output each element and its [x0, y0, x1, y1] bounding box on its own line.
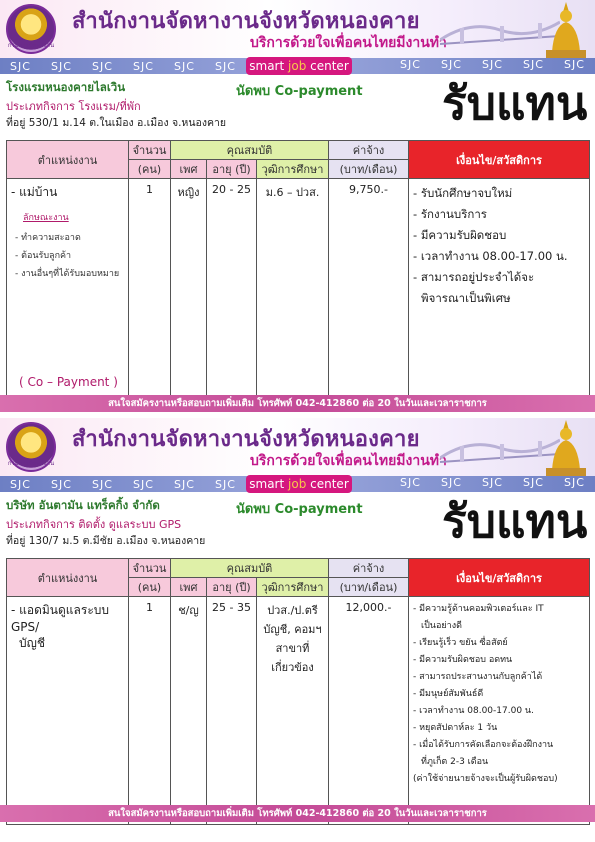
header-benefits: เงื่อนไข/สวัสดิการ	[409, 559, 590, 597]
company-name: บริษัท อันตามัน แทร็คกิ้ง จำกัด	[6, 498, 160, 512]
sjc-label: SJC	[400, 58, 421, 71]
education-line: เกี่ยวข้อง	[271, 661, 314, 674]
sjc-strip-right	[390, 476, 595, 492]
logo-caption: กรมการจัดหางาน	[7, 42, 55, 49]
salary-cell: 9,750.-	[329, 179, 409, 399]
smart-job-center-badge	[246, 475, 352, 493]
office-title: สำนักงานจัดหางานจังหวัดหนองคาย	[72, 427, 420, 452]
sjc-strip	[0, 476, 595, 492]
job-text: job	[288, 59, 307, 73]
sjc-label: SJC	[564, 58, 585, 71]
sjc-label: SJC	[482, 58, 503, 71]
duty-item: - ทำความสะอาด	[15, 233, 81, 243]
benefit-item: - เวลาทำงาน 08.00-17.00 น.	[413, 706, 534, 716]
education-cell	[257, 597, 329, 825]
header-qualifications: คุณสมบัติ	[171, 559, 329, 578]
header-education: วุฒิการศึกษา	[257, 578, 329, 597]
sjc-label: SJC	[441, 476, 462, 489]
education-cell: ม.6 – ปวส.	[257, 179, 329, 399]
header-salary-1: ค่าจ้าง	[329, 141, 409, 160]
header-benefits: เงื่อนไข/สวัสดิการ	[409, 141, 590, 179]
header-count-2: (คน)	[129, 160, 171, 179]
header-count-2: (คน)	[129, 578, 171, 597]
office-slogan: บริการด้วยใจเพื่อคนไทยมีงานทำ	[250, 35, 447, 51]
benefit-item: - เรียนรู้เร็ว ขยัน ซื่อสัตย์	[413, 638, 508, 648]
benefit-item: ที่ภูเก็ต 2-3 เดือน	[421, 757, 489, 767]
benefits-cell	[409, 597, 590, 825]
salary-cell: 12,000.-	[329, 597, 409, 825]
company-address: ที่อยู่ 530/1 ม.14 ต.ในเมือง อ.เมือง จ.หนองคาย	[6, 117, 227, 129]
sjc-label: SJC	[215, 59, 236, 73]
contact-footer: สนใจสมัครงานหรือสอบถามเพิ่มเติม โทรศัพท์ 042-412860 ต่อ 20 ในวันและเวลาราชการ	[0, 805, 595, 822]
benefit-item: (ค่าใช้จ่ายนายจ้างจะเป็นผู้รับผิดชอบ)	[413, 774, 558, 784]
header-position: ตำแหน่งงาน	[7, 559, 129, 597]
contact-footer: สนใจสมัครงานหรือสอบถามเพิ่มเติม โทรศัพท์ 042-412860 ต่อ 20 ในวันและเวลาราชการ	[0, 395, 595, 412]
sjc-strip	[0, 58, 595, 74]
smart-job-center-badge	[246, 57, 352, 75]
sex-cell: หญิง	[171, 179, 207, 399]
benefits-cell	[409, 179, 590, 399]
header-count-1: จำนวน	[129, 141, 171, 160]
smart-text: smart	[249, 59, 285, 73]
benefit-item: เป็นอย่างดี	[421, 621, 462, 631]
sjc-label: SJC	[482, 476, 503, 489]
sjc-label: SJC	[51, 477, 72, 491]
benefit-item: - มีความรู้ด้านคอมพิวเตอร์และ IT	[413, 604, 544, 614]
benefit-item: - มีความรับผิดชอบ	[413, 228, 507, 242]
sjc-label: SJC	[133, 477, 154, 491]
sjc-label: SJC	[51, 59, 72, 73]
sjc-label: SJC	[10, 59, 31, 73]
benefit-item: - สามารถประสานงานกับลูกค้าได้	[413, 672, 543, 682]
sjc-label: SJC	[400, 476, 421, 489]
substitute-label: รับแทน	[442, 494, 588, 548]
substitute-label: รับแทน	[442, 76, 588, 130]
sjc-label: SJC	[564, 476, 585, 489]
education-line: บัญชี, คอมฯ	[263, 623, 322, 636]
sjc-label: SJC	[133, 59, 154, 73]
header-count-1: จำนวน	[129, 559, 171, 578]
copay-label: นัดพบ Co-payment	[236, 502, 363, 517]
company-address: ที่อยู่ 130/7 ม.5 ต.มีชัย อ.เมือง จ.หนองคาย	[6, 535, 206, 547]
header-age: อายุ (ปี)	[207, 160, 257, 179]
age-cell: 25 - 35	[207, 597, 257, 825]
header-salary-2: (บาท/เดือน)	[329, 160, 409, 179]
duty-item: - ต้อนรับลูกค้า	[15, 251, 72, 261]
position-cell	[7, 179, 129, 399]
benefit-item: - รักงานบริการ	[413, 207, 487, 221]
sjc-label: SJC	[441, 58, 462, 71]
sjc-label: SJC	[523, 476, 544, 489]
education-line: สาขาที่	[275, 642, 310, 655]
logo-caption: กรมการจัดหางาน	[7, 460, 55, 467]
sjc-label: SJC	[174, 59, 195, 73]
benefit-item: - มีมนุษย์สัมพันธ์ดี	[413, 689, 484, 699]
header-banner	[0, 0, 595, 58]
buddha-statue-icon	[540, 418, 592, 476]
header-salary-2: (บาท/เดือน)	[329, 578, 409, 597]
buddha-statue-icon	[540, 0, 592, 58]
table-row	[7, 597, 590, 825]
job-table	[6, 140, 590, 399]
sjc-strip-right	[390, 58, 595, 74]
smart-text: smart	[249, 477, 285, 491]
benefit-item: - เวลาทำงาน 08.00-17.00 น.	[413, 249, 568, 263]
benefit-item: - หยุดสัปดาห์ละ 1 วัน	[413, 723, 498, 733]
header-banner	[0, 418, 595, 476]
age-cell: 20 - 25	[207, 179, 257, 399]
sjc-label: SJC	[92, 477, 113, 491]
table-row	[7, 179, 590, 399]
office-title: สำนักงานจัดหางานจังหวัดหนองคาย	[72, 9, 420, 34]
header-qualifications: คุณสมบัติ	[171, 141, 329, 160]
position-cell	[7, 597, 129, 825]
sex-cell: ช/ญ	[171, 597, 207, 825]
sjc-label: SJC	[523, 58, 544, 71]
header-education: วุฒิการศึกษา	[257, 160, 329, 179]
benefit-item: - รับนักศึกษาจบใหม่	[413, 186, 513, 200]
center-text: center	[310, 59, 349, 73]
header-sex: เพศ	[171, 160, 207, 179]
benefit-item: - เมื่อได้รับการคัดเลือกจะต้องฝึกงาน	[413, 740, 554, 750]
duty-item: - งานอื่นๆที่ได้รับมอบหมาย	[15, 269, 120, 279]
benefit-item: พิจารณาเป็นพิเศษ	[421, 291, 511, 305]
education-line: ปวส./ป.ตรี	[267, 604, 318, 617]
office-slogan: บริการด้วยใจเพื่อคนไทยมีงานทำ	[250, 453, 447, 469]
header-age: อายุ (ปี)	[207, 578, 257, 597]
job-poster-2	[0, 418, 595, 842]
job-poster-1	[0, 0, 595, 418]
header-salary-1: ค่าจ้าง	[329, 559, 409, 578]
center-text: center	[310, 477, 349, 491]
job-table	[6, 558, 590, 825]
position-title: - แอดมินดูแลระบบ GPS/	[11, 603, 109, 634]
sjc-label: SJC	[92, 59, 113, 73]
duty-heading: ลักษณะงาน	[23, 213, 69, 223]
count-cell: 1	[129, 597, 171, 825]
business-type: ประเภทกิจการ ติดตั้ง ดูแลระบบ GPS	[6, 518, 182, 531]
copay-label: นัดพบ Co-payment	[236, 84, 363, 99]
job-text: job	[288, 477, 307, 491]
position-title-cont: บัญชี	[19, 636, 45, 650]
count-cell: 1	[129, 179, 171, 399]
sjc-label: SJC	[215, 477, 236, 491]
copay-note: ( Co – Payment )	[19, 375, 118, 389]
business-type: ประเภทกิจการ โรงแรม/ที่พัก	[6, 100, 141, 113]
benefit-item: - สามารถอยู่ประจำได้จะ	[413, 270, 535, 284]
benefit-item: - มีความรับผิดชอบ อดทน	[413, 655, 513, 665]
header-position: ตำแหน่งงาน	[7, 141, 129, 179]
sjc-label: SJC	[10, 477, 31, 491]
header-sex: เพศ	[171, 578, 207, 597]
company-name: โรงแรมหนองคายไลเวิน	[6, 80, 126, 94]
sjc-label: SJC	[174, 477, 195, 491]
position-title: - แม่บ้าน	[11, 185, 58, 199]
